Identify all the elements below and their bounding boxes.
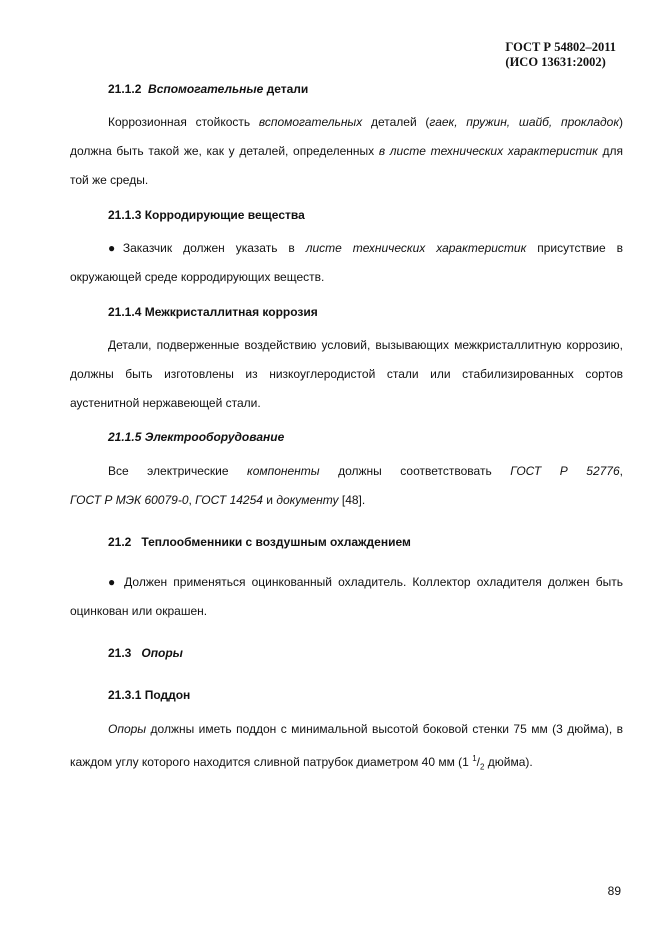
standard-iso-ref: (ИСО 13631:2002) bbox=[505, 55, 606, 69]
paragraph-21-2: ● Должен применяться оцинкованный охладитель. Коллектор охладителя должен быть оцинкован или окрашен. bbox=[70, 575, 623, 618]
paragraph-21-1-4: Детали, подверженные воздействию условий, вызывающих межкристаллитную коррозию, должны быть изготовлены из низкоуглеродистой стали или стабилизированных сортов аустенитной нержавеющей стали. bbox=[70, 338, 623, 410]
paragraph-21-3-1: Опоры должны иметь поддон с минимальной высотой боковой стенки 75 мм (3 дюйма), в каждом углу которого находится сливной патрубок диаметром 40 мм (1 $^1/_2$ дюйма). bbox=[70, 722, 623, 772]
paragraph-21-1-3: ●Заказчик должен указать в листе технических характеристик присутствие в окружающей среде корродирующих веществ. bbox=[70, 241, 623, 284]
heading-21-3: 21.3 Опоры bbox=[108, 646, 183, 660]
paragraph-21-1-2: Коррозионная стойкость вспомогательных деталей (гаек, пружин, шайб, прокладок) должна быть такой же, как у деталей, определенных в листе технических характеристик для той же среды. bbox=[70, 115, 624, 187]
standard-header bbox=[505, 40, 616, 70]
page-number: 89 bbox=[607, 884, 621, 898]
paragraph-21-1-5-line2: ГОСТ Р МЭК 60079-0, ГОСТ 14254 и документу [48]. bbox=[70, 493, 366, 507]
heading-21-2: 21.2 Теплообменники с воздушным охлаждением bbox=[108, 535, 411, 549]
standard-number: ГОСТ Р 54802–2011 bbox=[505, 40, 616, 54]
heading-21-3-1: 21.3.1 Поддон bbox=[108, 688, 191, 702]
heading-21-1-4: 21.1.4 Межкристаллитная коррозия bbox=[108, 305, 318, 319]
paragraph-21-1-5-line1: Все электрические компоненты должны соответствовать ГОСТ Р 52776, bbox=[108, 464, 623, 478]
heading-21-1-3: 21.1.3 Корродирующие вещества bbox=[108, 208, 305, 222]
heading-21-1-5: 21.1.5 Электрооборудование bbox=[108, 430, 285, 444]
heading-21-1-2: 21.1.2 Вспомогательные детали bbox=[108, 82, 309, 96]
